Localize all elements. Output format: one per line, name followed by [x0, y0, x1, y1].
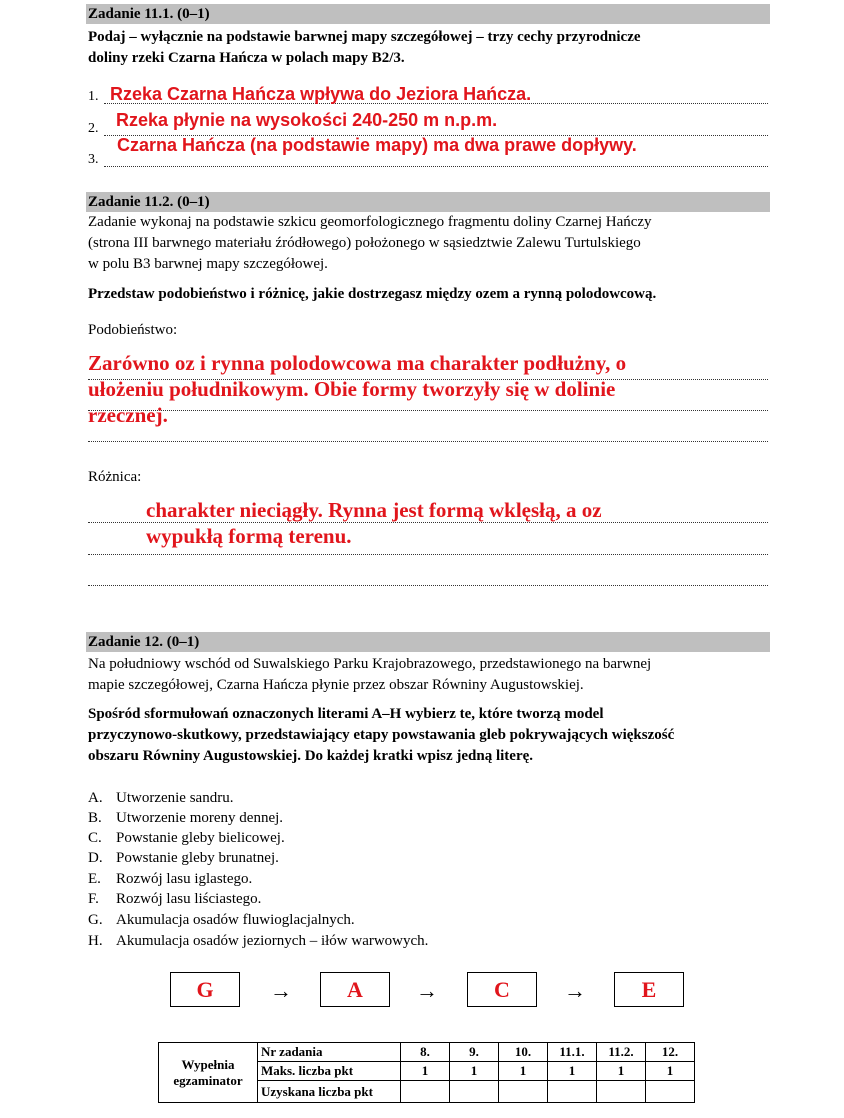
obtained-points-cell[interactable] — [646, 1081, 695, 1103]
answer-line: wypukłą formą terenu. — [146, 524, 352, 548]
answer-line: Zarówno oz i rynna polodowcowa ma charakter podłużny, o — [88, 351, 627, 375]
option-d — [88, 848, 279, 868]
intro-line: Na południowy wschód od Suwalskiego Parku Krajobrazowego, przedstawionego na barwnej — [88, 656, 652, 672]
option-text: Akumulacja osadów jeziornych – iłów warwowych. — [116, 933, 429, 949]
instruction-line: doliny rzeki Czarna Hańcza w polach mapy B2/3. — [88, 50, 405, 66]
answer-line: charakter nieciągły. Rynna jest formą wklęsłą, a oz — [146, 498, 602, 522]
task-12-intro — [88, 654, 768, 696]
option-g — [88, 910, 355, 930]
option-letter: A. — [88, 790, 103, 806]
handwritten-answer-3: Czarna Hańcza (na podstawie mapy) ma dwa prawe dopływy. — [117, 135, 637, 155]
instruction-line: Spośród sformułowań oznaczonych literami A–H wybierz te, które tworzą model — [88, 706, 604, 722]
option-letter: G. — [88, 912, 103, 928]
intro-line: w polu B3 barwnej mapy szczegółowej. — [88, 256, 328, 272]
task-11-2-instruction: Przedstaw podobieństwo i różnicę, jakie dostrzegasz między ozem a rynną polodowcową. — [88, 286, 657, 302]
intro-line: mapie szczegółowej, Czarna Hańcza płynie przez obszar Równiny Augustowskiej. — [88, 677, 584, 693]
similarity-label: Podobieństwo: — [88, 322, 178, 338]
option-f — [88, 889, 261, 909]
task-11-2-intro — [88, 212, 768, 275]
option-text: Powstanie gleby bielicowej. — [116, 830, 285, 846]
answer-number-3: 3. — [88, 152, 99, 167]
task-12-instruction — [88, 704, 768, 767]
score-table — [158, 1042, 695, 1103]
option-text: Rozwój lasu iglastego. — [116, 871, 253, 887]
obtained-points-cell[interactable] — [499, 1081, 548, 1103]
obtained-points-cell[interactable] — [450, 1081, 499, 1103]
task-number: 12. — [646, 1043, 695, 1062]
answer-box-1[interactable]: G — [170, 972, 240, 1007]
option-letter: F. — [88, 891, 99, 907]
task-11-1-header: Zadanie 11.1. (0–1) — [86, 4, 770, 24]
arrow-icon: → — [564, 978, 586, 1003]
option-letter: C. — [88, 830, 102, 846]
max-points: 1 — [401, 1062, 450, 1081]
instruction-line: obszaru Równiny Augustowskiej. Do każdej kratki wpisz jedną literę. — [88, 748, 534, 764]
obtained-points-cell[interactable] — [401, 1081, 450, 1103]
task-number: 11.2. — [597, 1043, 646, 1062]
task-11-1-instruction — [88, 27, 768, 69]
instruction-line: Podaj – wyłącznie na podstawie barwnej mapy szczegółowej – trzy cechy przyrodnicze — [88, 29, 641, 45]
instruction-line: przyczynowo-skutkowy, przedstawiający etapy powstawania gleb pokrywających większość — [88, 727, 675, 743]
option-text: Utworzenie sandru. — [116, 790, 234, 806]
max-points: 1 — [597, 1062, 646, 1081]
answer-number-2: 2. — [88, 121, 99, 136]
row-label-max: Maks. liczba pkt — [258, 1062, 401, 1081]
task-11-2-header: Zadanie 11.2. (0–1) — [86, 192, 770, 212]
max-points: 1 — [646, 1062, 695, 1081]
option-b — [88, 808, 283, 828]
max-points: 1 — [499, 1062, 548, 1081]
option-text: Utworzenie moreny dennej. — [116, 810, 284, 826]
option-text: Powstanie gleby brunatnej. — [116, 850, 279, 866]
answer-box-4[interactable]: E — [614, 972, 684, 1007]
arrow-icon: → — [270, 978, 292, 1003]
examiner-label-line: Wypełnia — [181, 1056, 235, 1072]
intro-line: Zadanie wykonaj na podstawie szkicu geomorfologicznego fragmentu doliny Czarnej Hańczy — [88, 214, 652, 230]
task-number: 10. — [499, 1043, 548, 1062]
difference-line-3 — [88, 585, 768, 586]
answer-line: ułożeniu południkowym. Obie formy tworzyły się w dolinie — [88, 377, 616, 401]
option-a — [88, 788, 233, 808]
option-text: Rozwój lasu liściastego. — [116, 891, 262, 907]
answer-box-2[interactable]: A — [320, 972, 390, 1007]
answer-box-3[interactable]: C — [467, 972, 537, 1007]
max-points: 1 — [450, 1062, 499, 1081]
option-c — [88, 828, 285, 848]
similarity-line-3 — [88, 441, 768, 442]
handwritten-answer-1: Rzeka Czarna Hańcza wpływa do Jeziora Hańcza. — [110, 84, 532, 104]
task-number: 11.1. — [548, 1043, 597, 1062]
examiner-label — [159, 1043, 258, 1103]
obtained-points-cell[interactable] — [597, 1081, 646, 1103]
answer-line-3 — [104, 166, 768, 167]
handwritten-answer-2: Rzeka płynie na wysokości 240-250 m n.p.m. — [116, 110, 498, 130]
difference-label: Różnica: — [88, 469, 142, 485]
task-number: 8. — [401, 1043, 450, 1062]
arrow-icon: → — [416, 978, 438, 1003]
task-number: 9. — [450, 1043, 499, 1062]
handwritten-difference-answer — [146, 497, 602, 549]
option-h — [88, 931, 428, 951]
max-points: 1 — [548, 1062, 597, 1081]
option-letter: B. — [88, 810, 102, 826]
option-letter: H. — [88, 933, 103, 949]
answer-line: rzecznej. — [88, 403, 168, 427]
row-label-obtained: Uzyskana liczba pkt — [258, 1081, 401, 1103]
handwritten-similarity-answer — [88, 350, 626, 428]
task-12-header: Zadanie 12. (0–1) — [86, 632, 770, 652]
answer-number-1: 1. — [88, 89, 99, 104]
obtained-points-cell[interactable] — [548, 1081, 597, 1103]
option-text: Akumulacja osadów fluwioglacjalnych. — [116, 912, 355, 928]
option-letter: E. — [88, 871, 101, 887]
examiner-label-line: egzaminator — [173, 1072, 243, 1088]
option-e — [88, 869, 252, 889]
difference-line-2 — [88, 554, 768, 555]
intro-line: (strona III barwnego materiału źródłowego) położonego w sąsiedztwie Zalewu Turtulskiego — [88, 235, 641, 251]
row-label-task: Nr zadania — [258, 1043, 401, 1062]
option-letter: D. — [88, 850, 103, 866]
